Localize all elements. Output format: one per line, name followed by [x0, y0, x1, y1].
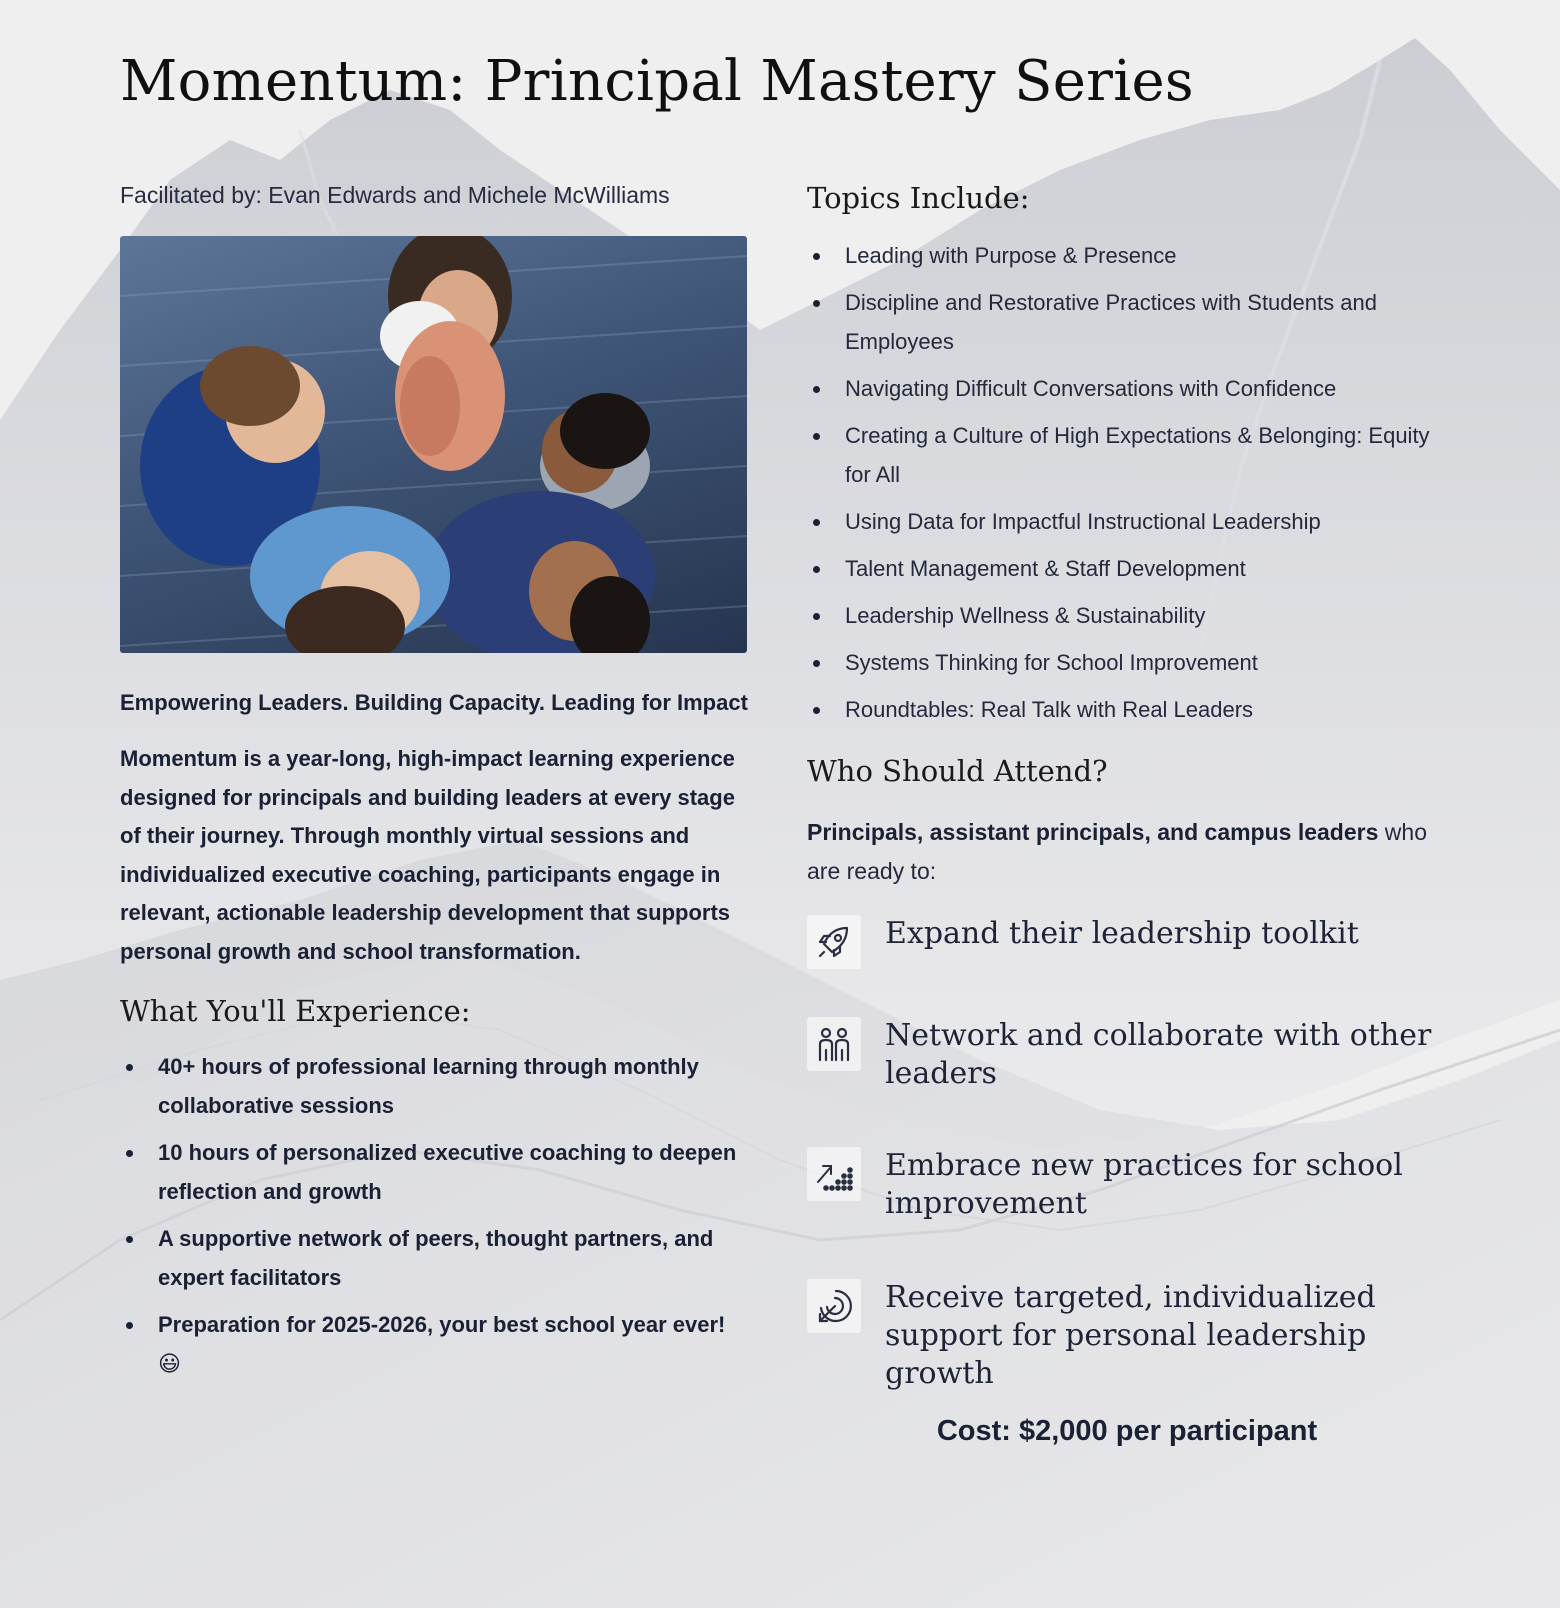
audience-rest: who are ready to: [807, 819, 1427, 884]
list-item: Leading with Purpose & Presence [807, 236, 1447, 275]
list-item: Systems Thinking for School Improvement [807, 643, 1447, 682]
list-item: Roundtables: Real Talk with Real Leaders [807, 690, 1447, 729]
list-item: Navigating Difficult Conversations with Confidence [807, 369, 1447, 408]
benefit-item [807, 1147, 1447, 1279]
list-item: 10 hours of personalized executive coaching to deepen reflection and growth [120, 1133, 748, 1211]
benefit-text: Embrace new practices for school improvement [885, 1148, 1403, 1221]
list-item: Discipline and Restorative Practices with Students and Employees [807, 283, 1447, 361]
topics-list [807, 236, 1447, 729]
tagline: Empowering Leaders. Building Capacity. Leading for Impact [120, 690, 748, 715]
list-item: Creating a Culture of High Expectations & Belonging: Equity for All [807, 416, 1447, 494]
experience-list [120, 1047, 748, 1383]
topics-heading: Topics Include: [807, 181, 1030, 215]
rocket-icon [807, 915, 861, 969]
benefit-item [807, 1279, 1447, 1393]
team-high-five-photo [120, 236, 747, 653]
list-item: Leadership Wellness & Sustainability [807, 596, 1447, 635]
audience-description [807, 813, 1447, 891]
list-item: A supportive network of peers, thought partners, and expert facilitators [120, 1219, 748, 1297]
benefit-item [807, 915, 1447, 1017]
benefit-text: Network and collaborate with other leaders [885, 1018, 1432, 1091]
people-icon [807, 1017, 861, 1071]
benefit-text: Receive targeted, individualized support for personal leadership growth [885, 1280, 1376, 1391]
list-item: 40+ hours of professional learning through monthly collaborative sessions [120, 1047, 748, 1125]
cost-label: Cost: $2,000 per participant [936, 1415, 1318, 1447]
growth-chart-icon [807, 1147, 861, 1201]
left-column [120, 178, 748, 1391]
program-description: Momentum is a year-long, high-impact learning experience designed for principals and building leaders at every stage of their journey. Through monthly virtual sessions and individualized executive coaching, participants engage in relevant, actionable leadership development that supports personal growth and school transformation. [120, 746, 735, 964]
experience-heading: What You'll Experience: [120, 994, 471, 1028]
who-should-attend-heading: Who Should Attend? [807, 754, 1108, 788]
right-column [807, 178, 1447, 1451]
benefit-text: Expand their leadership toolkit [885, 916, 1359, 951]
facilitators-line: Facilitated by: Evan Edwards and Michele McWilliams [120, 182, 670, 208]
audience-bold: Principals, assistant principals, and campus leaders [807, 819, 1379, 845]
list-item: Preparation for 2025-2026, your best school year ever! 😃 [120, 1305, 748, 1383]
list-item: Talent Management & Staff Development [807, 549, 1447, 588]
benefit-item [807, 1017, 1447, 1147]
benefits-list [807, 915, 1447, 1393]
page-title: Momentum: Principal Mastery Series [120, 49, 1194, 114]
target-icon [807, 1279, 861, 1333]
list-item: Using Data for Impactful Instructional Leadership [807, 502, 1447, 541]
